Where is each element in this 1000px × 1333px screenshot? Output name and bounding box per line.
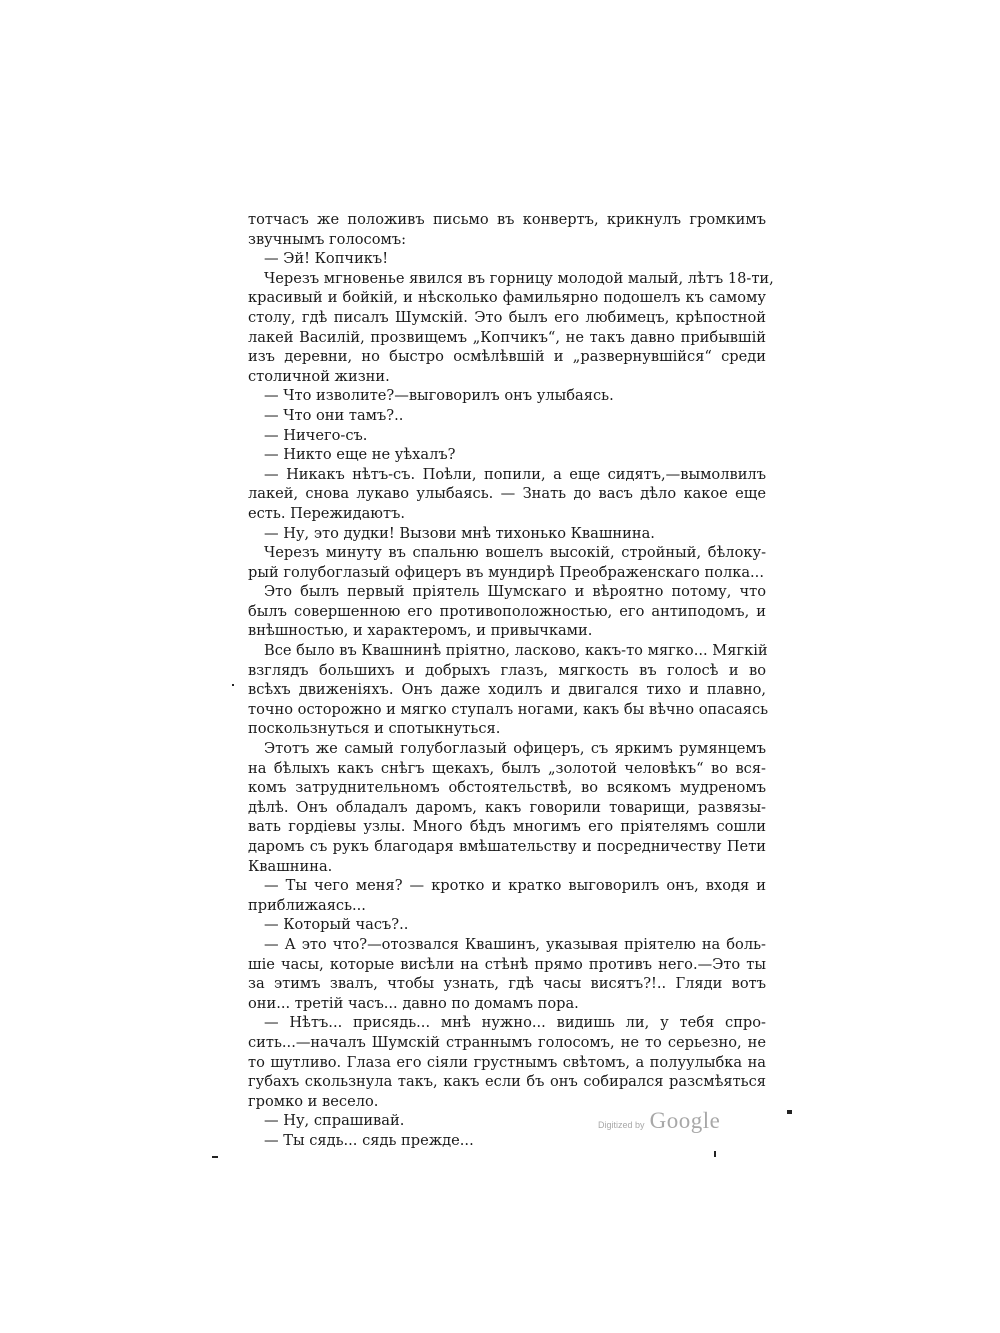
text-line: — Эй! Копчикъ! xyxy=(264,250,389,268)
text-line: вать гордіевы узлы. Много бѣдъ многимъ его пріятелямъ сошли xyxy=(248,818,766,836)
text-line: — Ну, спрашивай. xyxy=(264,1112,405,1130)
text-line: — Никакъ нѣтъ-съ. Поѣли, попили, а еще сидятъ,—вымолвилъ xyxy=(264,465,766,483)
text-line: былъ совершенною его противоположностью, его антиподомъ, и xyxy=(248,602,766,620)
text-line: точно осторожно и мягко ступалъ ногами, какъ бы вѣчно опасаясь xyxy=(248,700,769,718)
text-line: взглядъ большихъ и добрыхъ глазъ, мягкость въ голосѣ и во xyxy=(248,661,766,679)
text-line: звучнымъ голосомъ: xyxy=(248,230,407,248)
page-body-text xyxy=(248,210,774,1151)
text-line: внѣшностью, и характеромъ, и привычками. xyxy=(248,622,593,640)
text-line: губахъ скользнула такъ, какъ если бъ онъ собирался разсмѣяться xyxy=(248,1073,766,1091)
text-line: — А это что?—отозвался Квашинъ, указывая пріятелю на боль- xyxy=(264,935,766,953)
text-line: столу, гдѣ писалъ Шумскій. Это былъ его любимецъ, крѣпостной xyxy=(248,308,766,326)
text-line: лакей Василій, прозвищемъ „Копчикъ“, не такъ давно прибывшій xyxy=(248,328,766,346)
text-line: изъ деревни, но быстро осмѣлѣвшій и „развернувшійся“ среди xyxy=(248,348,766,366)
text-line: лакей, снова лукаво улыбаясь. — Знать до васъ дѣло какое еще xyxy=(248,485,766,503)
text-line: — Ну, это дудки! Вызови мнѣ тихонько Квашнина. xyxy=(264,524,655,542)
text-line: Все было въ Квашнинѣ пріятно, ласково, какъ-то мягко... Мягкій xyxy=(264,642,768,660)
text-line: Этотъ же самый голубоглазый офицеръ, съ яркимъ румянцемъ xyxy=(264,740,766,758)
text-line: — Что изволите?—выговорилъ онъ улыбаясь. xyxy=(264,387,614,405)
watermark-brand: Google xyxy=(649,1108,721,1133)
text-line: — Ничего-съ. xyxy=(264,426,368,444)
text-line: рый голубоглазый офицеръ въ мундирѣ Преображенскаго полка... xyxy=(248,563,764,581)
text-line: сить...—началъ Шумскій страннымъ голосомъ, не то серьезно, не xyxy=(248,1033,766,1051)
text-line: шіе часы, которые висѣли на стѣнѣ прямо противъ него.—Это ты xyxy=(248,955,766,973)
text-line: за этимъ звалъ, чтобы узнать, гдѣ часы висятъ?!.. Гляди вотъ xyxy=(248,975,766,993)
text-line: Черезъ минуту въ спальню вошелъ высокій, стройный, бѣлоку- xyxy=(264,544,766,562)
text-line: даромъ съ рукъ благодаря вмѣшательству и посредничеству Пети xyxy=(248,838,766,855)
text-line: всѣхъ движеніяхъ. Онъ даже ходилъ и двигался тихо и плавно, xyxy=(248,681,766,699)
text-line: Квашнина. xyxy=(248,857,333,875)
text-line: — Никто еще не уѣхалъ? xyxy=(264,446,456,464)
text-line: столичной жизни. xyxy=(248,367,390,385)
text-line: они... третій часъ... давно по домамъ пора. xyxy=(248,994,579,1012)
text-line: — Что они тамъ?.. xyxy=(264,406,404,424)
text-line: Это былъ первый пріятель Шумскаго и вѣроятно потому, что xyxy=(264,583,766,601)
text-line: на бѣлыхъ какъ снѣгъ щекахъ, былъ „золотой человѣкъ“ во вся- xyxy=(248,759,766,777)
text-line: — Нѣтъ... присядь... мнѣ нужно... видишь ли, у тебя спро- xyxy=(264,1014,766,1032)
scan-speck xyxy=(232,684,234,686)
scan-speck xyxy=(212,1156,218,1158)
text-line: есть. Пережидаютъ. xyxy=(248,504,405,522)
text-line: приближаясь... xyxy=(248,896,366,914)
text-line: Черезъ мгновенье явился въ горницу молодой малый, лѣтъ 18-ти, xyxy=(264,269,774,287)
text-line: — Ты сядь... сядь прежде... xyxy=(264,1131,474,1149)
text-line: то шутливо. Глаза его сіяли грустнымъ свѣтомъ, а полуулыбка на xyxy=(248,1053,766,1071)
text-line: поскользнуться и спотыкнуться. xyxy=(248,720,501,738)
digitized-by-google-watermark xyxy=(598,1108,720,1134)
text-line: красивый и бойкій, и нѣсколько фамильярно подошелъ къ самому xyxy=(248,289,766,307)
scan-speck xyxy=(787,1110,792,1114)
text-line: — Который часъ?.. xyxy=(264,916,409,934)
text-line: громко и весело. xyxy=(248,1092,379,1110)
scan-speck xyxy=(714,1151,716,1157)
text-line: комъ затруднительномъ обстоятельствѣ, во всякомъ мудреномъ xyxy=(248,779,766,797)
watermark-prefix: Digitized by xyxy=(598,1120,645,1130)
text-line: — Ты чего меня? — кротко и кратко выговорилъ онъ, входя и xyxy=(264,877,766,895)
text-line: дѣлѣ. Онъ обладалъ даромъ, какъ говорили товарищи, развязы- xyxy=(248,798,766,816)
text-line: тотчасъ же положивъ письмо въ конвертъ, крикнулъ громкимъ xyxy=(248,211,766,228)
